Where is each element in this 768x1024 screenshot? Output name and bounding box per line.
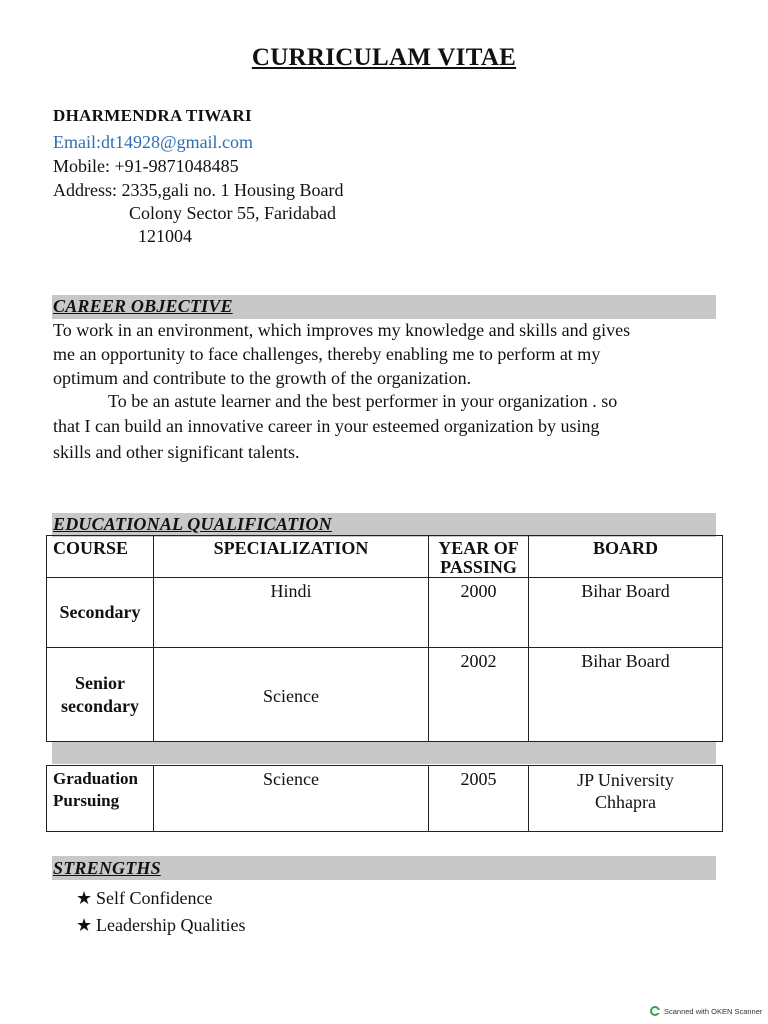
specialization-cell: Hindi (154, 578, 429, 648)
objective-line: optimum and contribute to the growth of the organization. (53, 368, 472, 388)
header-specialization: SPECIALIZATION (154, 536, 429, 578)
strengths-heading: STRENGTHS (53, 858, 161, 878)
header-year: YEAR OF PASSING (429, 536, 529, 578)
year-cell: 2002 (429, 648, 529, 742)
year-cell: 2000 (429, 578, 529, 648)
strength-label: Leadership Qualities (96, 915, 246, 935)
graduation-table (46, 765, 723, 832)
specialization-cell: Science (154, 766, 429, 832)
separator-band (52, 742, 716, 764)
career-objective-heading: CAREER OBJECTIVE (53, 296, 233, 316)
email-address[interactable]: Email:dt14928@gmail.com (53, 132, 254, 152)
objective-line: skills and other significant talents. (53, 442, 300, 462)
course-cell: Graduation Pursuing (47, 766, 154, 832)
table-row (47, 766, 723, 832)
course-cell: Senior secondary (47, 648, 154, 742)
strength-label: Self Confidence (96, 888, 213, 908)
header-board: BOARD (529, 536, 723, 578)
education-heading: EDUCATIONAL QUALIFICATION (53, 514, 332, 534)
objective-line: To be an astute learner and the best performer in your organization . so (108, 391, 618, 411)
document-title: CURRICULAM VITAE (251, 44, 517, 71)
list-item (76, 915, 245, 936)
board-cell: JP University Chhapra (529, 766, 723, 832)
objective-line: To work in an environment, which improves my knowledge and skills and gives (53, 320, 631, 340)
list-item (76, 888, 212, 909)
table-row (47, 578, 723, 648)
objective-line: me an opportunity to face challenges, thereby enabling me to perform at my (53, 344, 601, 364)
star-bullet-icon: ★ (76, 915, 93, 935)
address-line-1: Address: 2335,gali no. 1 Housing Board (53, 180, 344, 200)
board-cell: Bihar Board (529, 648, 723, 742)
table-header-row (47, 536, 723, 578)
mobile-number: Mobile: +91-9871048485 (53, 156, 239, 176)
candidate-name: DHARMENDRA TIWARI (53, 106, 252, 125)
course-cell: Secondary (47, 578, 154, 648)
scanner-text: Scanned with OKEN Scanner (664, 1006, 763, 1016)
specialization-cell: Science (154, 648, 429, 742)
objective-line: that I can build an innovative career in your esteemed organization by using (53, 416, 600, 436)
star-bullet-icon: ★ (76, 888, 93, 908)
board-cell: Bihar Board (529, 578, 723, 648)
education-table (46, 535, 723, 742)
scanner-watermark (650, 1006, 762, 1016)
scanner-logo-icon (650, 1006, 660, 1016)
table-row (47, 648, 723, 742)
header-course: COURSE (47, 536, 154, 578)
address-line-3: 121004 (138, 226, 192, 246)
address-line-2: Colony Sector 55, Faridabad (129, 203, 336, 223)
year-cell: 2005 (429, 766, 529, 832)
